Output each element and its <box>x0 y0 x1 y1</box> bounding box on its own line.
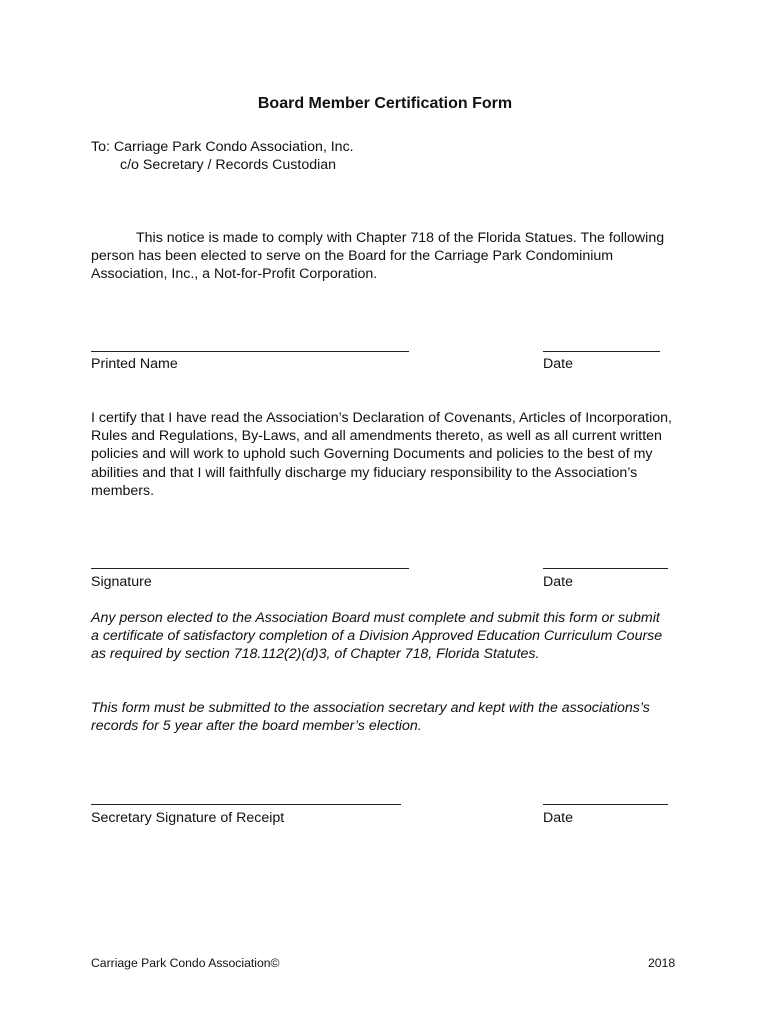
certification-statement: I certify that I have read the Association’s Declaration of Covenants, Articles of Incorporation, Rules and Regulations, By-Laws, and all amendments thereto, as well as all current written policies and will work to uphold such Governing Documents and policies to the best of my abilities and that I will faithfully discharge my fiduciary responsibility to the Association’s members. <box>91 410 672 499</box>
footer-year: 2018 <box>648 956 676 970</box>
addressee-line: To: Carriage Park Condo Association, Inc. <box>91 139 354 155</box>
date-label-3: Date <box>543 810 573 826</box>
compliance-notice: This notice is made to comply with Chapter 718 of the Florida Statues. The following person has been elected to serve on the Board for the Carriage Park Condominium Association, Inc., a Not-for-Profit Corporation. <box>91 230 665 283</box>
printed-name-line[interactable] <box>91 351 409 352</box>
signature-line[interactable] <box>91 568 409 569</box>
date-line-2[interactable] <box>543 568 668 569</box>
requirement-note: Any person elected to the Association Board must complete and submit this form or submit a certificate of satisfactory completion of a Division Approved Education Curriculum Course as required by section 718.112(2)(d)3, of Chapter 718, Florida Statutes. <box>91 610 663 663</box>
date-line-1[interactable] <box>543 351 660 352</box>
date-label-2: Date <box>543 574 573 590</box>
printed-name-label: Printed Name <box>91 356 178 372</box>
secretary-signature-line[interactable] <box>91 804 401 805</box>
secretary-signature-label: Secretary Signature of Receipt <box>91 810 285 826</box>
addressee-care-of-line: c/o Secretary / Records Custodian <box>120 157 337 173</box>
submission-note: This form must be submitted to the association secretary and kept with the associations’s records for 5 year after the board member’s election. <box>91 700 650 735</box>
date-label-1: Date <box>543 356 573 372</box>
footer-association-name: Carriage Park Condo Association© <box>91 956 280 970</box>
form-title: Board Member Certification Form <box>257 95 513 112</box>
signature-label: Signature <box>91 574 152 590</box>
date-line-3[interactable] <box>543 804 668 805</box>
